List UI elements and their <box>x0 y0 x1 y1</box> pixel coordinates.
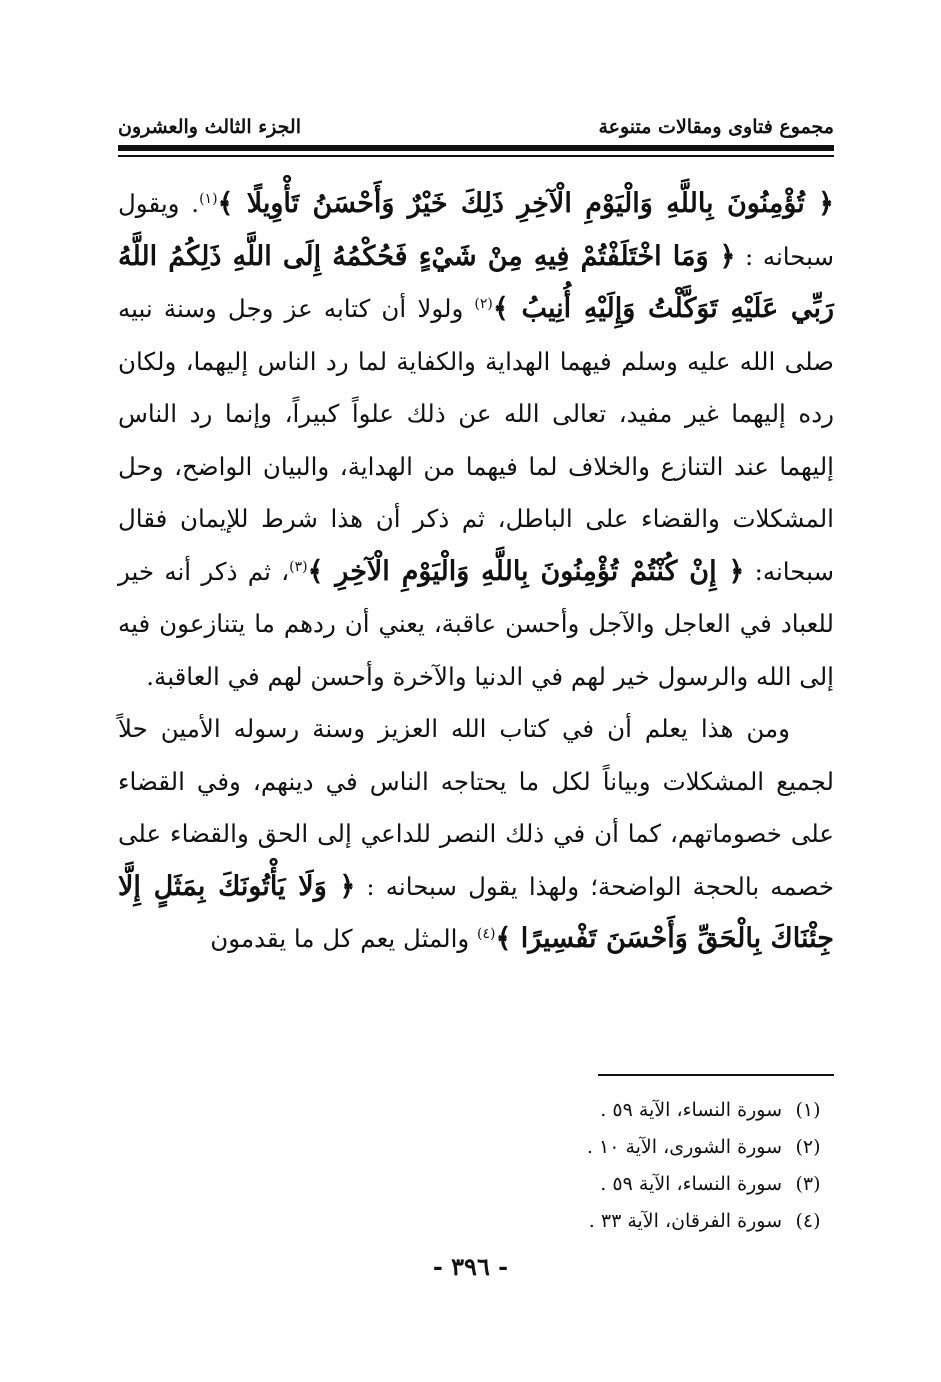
footnote-item <box>300 1129 834 1166</box>
volume-label: الجزء الثالث والعشرون <box>118 116 301 138</box>
header-rule-thick <box>118 145 834 151</box>
footnote-ref: (٤) <box>477 926 496 942</box>
paragraph-text: والمثل يعم كل ما يقدمون <box>210 924 478 953</box>
paragraph-text: ومن هذا يعلم أن في كتاب الله العزيز وسنة رسوله الأمين حلاً لجميع المشكلات وبياناً لكل ما يحتاجه الناس في دينهم، وفي القضاء على خصوماتهم، كما أن في ذلك النصر للداعي إلى الحق والقضاء على خصمه بالحجة الواضحة؛ ولهذا يقول سبحانه : <box>118 714 834 901</box>
footnote-text: سورة الشورى، الآية ١٠ . <box>586 1136 782 1158</box>
paragraph-text: ، ثم ذكر أنه خير للعباد في العاجل والآجل وأحسن عاقبة، يعني أن ردهم ما يتنازعون فيه إلى الله والرسول خير لهم في الدنيا والآخرة وأحسن لهم في العاقبة. <box>118 556 834 691</box>
footnote-number: (٢) <box>795 1136 821 1158</box>
book-title: مجموع فتاوى ومقالات متنوعة <box>598 116 834 138</box>
footnote-number: (٣) <box>795 1173 821 1195</box>
footnote-separator <box>598 1074 834 1076</box>
footnote-text: سورة النساء، الآية ٥٩ . <box>600 1173 782 1195</box>
paragraph-2 <box>118 703 834 966</box>
quran-verse: ﴿ وَمَا اخْتَلَفْتُمْ فِيهِ مِنْ شَيْءٍ فَحُكْمُهُ إِلَى اللَّهِ ذَلِكُمُ اللَّهُ رَبِّي عَلَيْهِ تَوَكَّلْتُ وَإِلَيْهِ أُنِيبُ ﴾ <box>118 240 834 324</box>
header-rule-thin <box>118 155 834 157</box>
paragraph-text: ولولا أن كتابه عز وجل وسنة نبيه صلى الله عليه وسلم فيهما الهداية والكفاية لما رد الناس إليهما، ولكان رده إليهما غير مفيد، تعالى الله عن ذلك علواً كبيراً، وإنما رد الناس إليهما عند التنازع والخلاف لما فيهما من الهداية، والبيان الواضح، وحل المشكلات والقضاء على الباطل، ثم ذكر أن هذا شرط للإيمان فقال سبحانه: <box>118 294 834 586</box>
paragraph-text: . ويقول سبحانه : <box>118 189 834 271</box>
footnote-item <box>300 1092 834 1129</box>
page-number: - ٣٩٦ - <box>432 1252 509 1281</box>
footnote-text: سورة الفرقان، الآية ٣٣ . <box>588 1210 782 1232</box>
main-text <box>118 178 834 966</box>
footnote-number: (١) <box>795 1099 821 1121</box>
footnote-ref: (٣) <box>289 558 308 575</box>
running-header <box>118 110 834 144</box>
footnote-item <box>300 1203 834 1240</box>
quran-verse: ﴿ تُؤْمِنُونَ بِاللَّهِ وَالْيَوْمِ الْآخِرِ ذَلِكَ خَيْرٌ وَأَحْسَنُ تَأْوِيلًا ﴾ <box>217 188 835 219</box>
footnote-text: سورة النساء، الآية ٥٩ . <box>600 1099 782 1121</box>
footnote-number: (٤) <box>795 1210 821 1232</box>
footnote-item <box>300 1166 834 1203</box>
quran-verse: ﴿ إِنْ كُنْتُمْ تُؤْمِنُونَ بِاللَّهِ وَالْيَوْمِ الْآخِرِ ﴾ <box>307 555 745 587</box>
footnote-ref: (٢) <box>474 296 493 312</box>
paragraph-1 <box>118 178 834 703</box>
quran-verse: ﴿ وَلَا يَأْتُونَكَ بِمَثَلٍ إِلَّا جِئْنَاكَ بِالْحَقِّ وَأَحْسَنَ تَفْسِيرًا ﴾ <box>118 870 834 954</box>
footnotes <box>300 1092 834 1240</box>
footnote-ref: (١) <box>199 191 218 207</box>
